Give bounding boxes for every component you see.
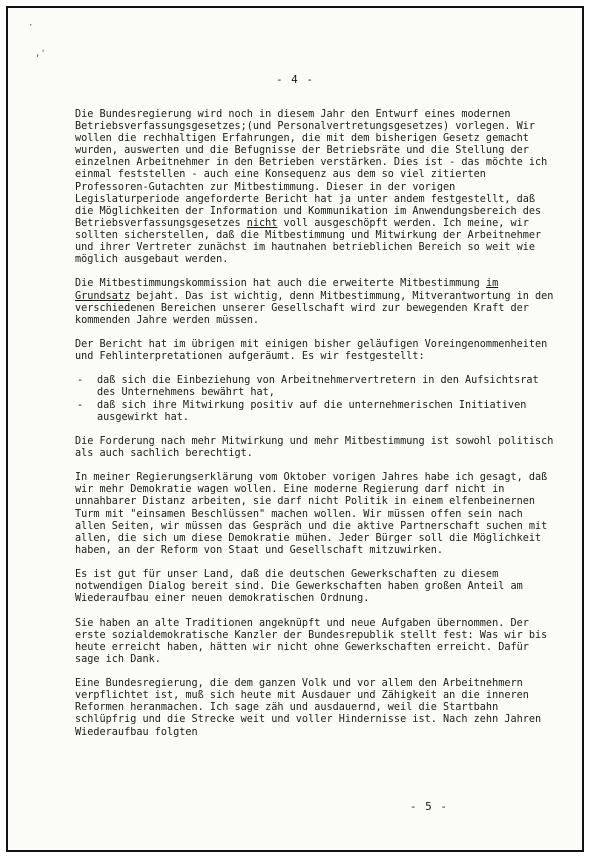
paragraph-traditionen: Sie haben an alte Traditionen angeknüpft und neue Aufgaben übernommen. Der erste sozialdemokratische Kanzler der Bundesrepublik stellt fest: Was wir bis heute erreicht haben, hätten wir nicht ohne Gewerkschaften erreicht. Dafür sage ich Dank. <box>75 617 548 665</box>
paragraph-bundesregierung-reformen: Eine Bundesregierung, die dem ganzen Volk und vor allem den Arbeitnehmern verpflichtet ist, muß sich heute mit Ausdauer und Zähigkeit an die inneren Reformen heranmachen. Ich sage zäh und ausdauernd, weil die Startbahn schlüpfrig und die Strecke weit und voller Hindernisse ist. Nach zehn Jahren Wiederaufbau folgten <box>75 678 542 738</box>
list-item: - daß sich die Einbeziehung von Arbeitnehmervertretern in den Aufsichtsrat des Unternehmens bewährt hat, <box>77 375 539 399</box>
page-number-top: - 4 - <box>275 73 315 86</box>
list-item: - daß sich ihre Mitwirkung positiv auf die unternehmerischen Initiativen ausgewirkt hat. <box>77 399 527 423</box>
page-number-bottom: - 5 - <box>409 800 448 813</box>
paragraph-bericht: Der Bericht hat im übrigen mit einigen bisher geläufigen Voreingenommenheiten und Fehlinterpretationen aufgeräumt. Es wir festgestellt: <box>75 338 548 363</box>
document-page <box>6 6 584 852</box>
paragraph-gewerkschaften-dialog: Es ist gut für unser Land, daß die deutschen Gewerkschaften zu diesem notwendigen Dialog bereit sind. Die Gewerkschaften haben großen Anteil am Wiederaufbau einer neuen demokratischen Ordnung. <box>75 569 523 605</box>
paragraph-forderung: Die Forderung nach mehr Mitwirkung und mehr Mitbestimmung ist sowohl politisch als auch sachlich berechtigt. <box>75 435 554 459</box>
underlined-word: nicht <box>246 217 278 229</box>
bullet-dash: - <box>77 399 84 411</box>
paragraph-betriebsverfassung: Die Bundesregierung wird noch in diesem Jahr den Entwurf eines modernen Betriebsverfassungsgesetzes;(und Personalvertretungsgesetzes) vorlegen. Wir wollen die rechhaltigen Erfahrungen, die mit dem bisherigen Gesetz gemacht wurden, auswerten und die Befugnisse der Betriebsräte und die Stellung der einzelnen Arbeitnehmer in den Betrieben verstärken. Dies ist - das möchte ich einmal feststellen - auch eine Konsequenz aus dem so viel zitierten Professoren-Gutachten zur Mitbestimmung. Dieser in der vorigen Legislaturperiode angeforderte Bericht hat ja unter andem festgestellt, daß die Möglichkeiten der Information und Kommunikation im Anwendungsbereich des Betriebsverfassungsgesetzes nicht voll ausgeschöpft werden. Ich meine, wir sollten sicherstellen, daß die Mitbestimmung und Mitwirkung der Arbeitnehmer und ihrer Vertreter zunächst im hautnahen betrieblichen Bereich so weit wie möglich ausgebaut werden. <box>75 109 548 266</box>
underlined-phrase: im Grundsatz <box>75 278 499 302</box>
paragraph-regierungserklaerung: In meiner Regierungserklärung vom Oktober vorigen Jahres habe ich gesagt, daß wir mehr Demokratie wagen wollen. Eine moderne Regierung darf nicht in unnahbarer Distanz arbeiten, sie darf nicht Politik in einem elfenbeinernen Turm mit "einsamen Beschlüssen" machen wollen. Wir müssen offen sein nach allen Seiten, wir müssen das Gespräch und die aktive Partnerschaft suchen mit allen, die sich um diese Demokratie mühen. Jeder Bürger soll die Möglichkeit haben, an der Reform von Staat und Gesellschaft mitzuwirken. <box>75 472 548 556</box>
bullet-list <box>75 375 557 423</box>
scan-speck: · <box>28 21 34 31</box>
document-body <box>75 109 557 751</box>
bullet-dash: - <box>77 375 84 387</box>
scan-speck: ,' <box>35 49 46 59</box>
paragraph-mitbestimmungskommission: Die Mitbestimmungskommission hat auch die erweiterte Mitbestimmung im Grundsatz bejaht. Das ist wichtig, denn Mitbestimmung, Mitverantwortung in den verschiedenen Bereichen unserer Gesellschaft wird zur bewegenden Kraft der kommenden Jahre werden müssen. <box>75 278 554 326</box>
